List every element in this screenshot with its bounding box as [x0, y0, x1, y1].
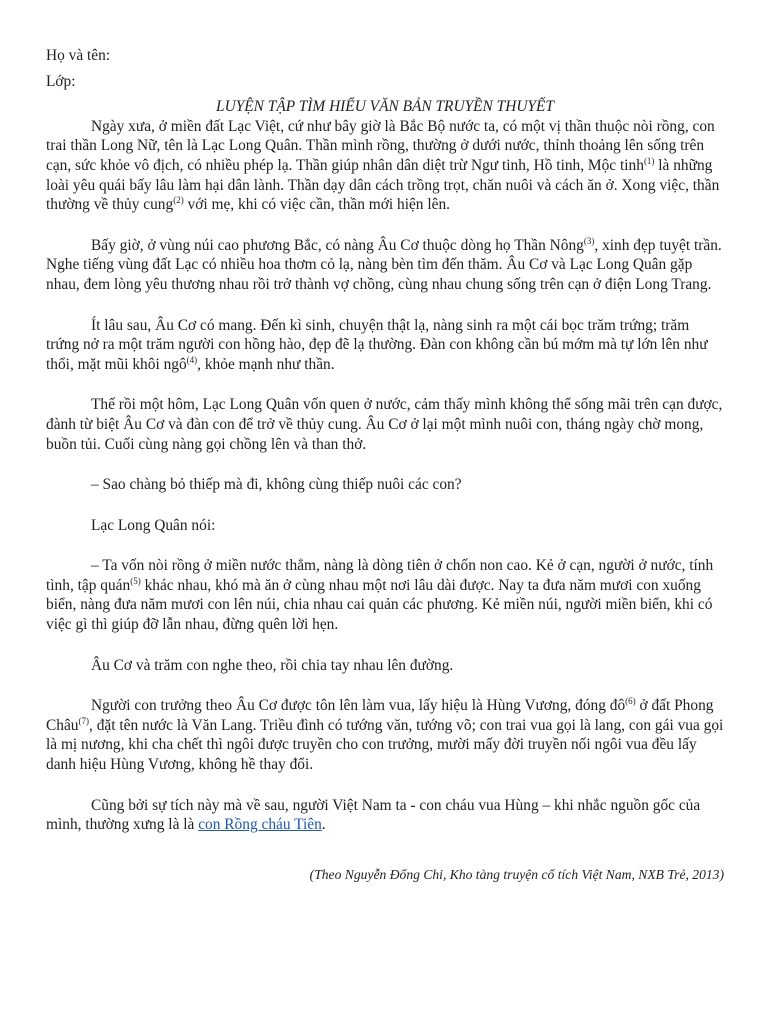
footnote-ref-3: (3) [583, 235, 595, 246]
document-title: LUYỆN TẬP TÌM HIỂU VĂN BẢN TRUYỀN THUYẾT [216, 98, 554, 116]
paragraph-5-dialogue: – Sao chàng bỏ thiếp mà đi, không cùng thiếp nuôi các con? [91, 476, 462, 494]
paragraph-10-text-b: . [321, 816, 326, 834]
paragraph-3-text-b: , khỏe mạnh như thần. [197, 355, 335, 373]
footnote-ref-1: (1) [643, 155, 655, 166]
paragraph-10 [46, 796, 724, 835]
paragraph-3 [46, 316, 724, 375]
paragraph-1-text-b: là những loài yêu quái bấy lâu làm hại dân lành. Thần dạy dân cách trồng trọt, chăn nuôi và cách ăn ở. Xong việc, thần thường về thủy cung [46, 156, 720, 214]
paragraph-7-text-a: – Ta vốn nòi rồng ở miền nước thẳm, nàng là dòng tiên ở chốn non cao. Kẻ ở cạn, người ở nước, tính tình, tập quán [46, 557, 714, 594]
name-field-label: Họ và tên: [46, 47, 111, 64]
paragraph-8: Âu Cơ và trăm con nghe theo, rồi chia tay nhau lên đường. [91, 656, 454, 674]
footnote-ref-4: (4) [186, 354, 198, 365]
paragraph-1 [46, 117, 724, 215]
class-field-label: Lớp: [46, 72, 76, 90]
paragraph-10-text-a: Cũng bởi sự tích này mà về sau, người Việt Nam ta - con cháu vua Hùng – khi nhắc nguồn gốc của mình, thường xưng là là [46, 796, 701, 834]
footnote-ref-7: (7) [78, 715, 89, 726]
con-rong-chau-tien-link[interactable]: con Rồng cháu Tiên [198, 816, 322, 834]
paragraph-2 [46, 236, 724, 295]
footnote-ref-6: (6) [625, 696, 636, 707]
paragraph-4: Thế rồi một hôm, Lạc Long Quân vốn quen ở nước, cảm thấy mình không thể sống mãi trên cạn được, đành từ biệt Âu Cơ và đàn con để trở về thủy cung. Âu Cơ ở lại một mình nuôi con, tháng ngày chờ mong, buồn tủi. Cuối cùng nàng gọi chồng lên và than thở. [46, 396, 723, 453]
footnote-ref-2: (2) [173, 195, 184, 206]
paragraph-2-text-a: Bấy giờ, ở vùng núi cao phương Bắc, có nàng Âu Cơ thuộc dòng họ Thần Nông [91, 236, 584, 254]
source-citation: (Theo Nguyễn Đổng Chi, Kho tàng truyện cổ tích Việt Nam, NXB Trẻ, 2013) [309, 866, 724, 882]
paragraph-2-text-b: , xinh đẹp tuyệt trần. Nghe tiếng vùng đất Lạc có nhiều hoa thơm cỏ lạ, nàng bèn tìm đến thăm. Âu Cơ và Lạc Long Quân gặp nhau, đem lòng yêu thương nhau rồi trở thành vợ chồng, cùng nhau chung sống trên cạn ở điện Long Trang. [46, 236, 722, 293]
paragraph-3-text-a: Ít lâu sau, Âu Cơ có mang. Đến kì sinh, chuyện thật lạ, nàng sinh ra một cái bọc trăm trứng; trăm trứng nở ra một trăm người con hồng hào, đẹp đẽ lạ thường. Đàn con không cần bú mớm mà tự lớn lên như thổi, mặt mũi khôi ngô [46, 316, 708, 373]
paragraph-7-dialogue [46, 556, 724, 634]
paragraph-9-text-c: , đặt tên nước là Văn Lang. Triều đình có tướng văn, tướng võ; con trai vua gọi là lang, con gái vua gọi là mị nương, khi cha chết thì ngôi được truyền cho con trưởng, mười mấy đời truyền nối ngôi vua đều lấy danh hiệu Hùng Vương, không hề thay đổi. [46, 716, 724, 774]
document-page [46, 46, 724, 884]
paragraph-9-text-a: Người con trưởng theo Âu Cơ được tôn lên làm vua, lấy hiệu là Hùng Vương, đóng đô [91, 697, 626, 715]
paragraph-9-text-b: ở đất Phong Châu [46, 697, 714, 734]
footnote-ref-5: (5) [130, 575, 141, 586]
paragraph-6: Lạc Long Quân nói: [91, 516, 216, 534]
paragraph-9 [46, 696, 724, 774]
paragraph-1-text-c: với mẹ, khi có việc cần, thần mới hiện lên. [183, 196, 451, 214]
paragraph-1-text-a: Ngày xưa, ở miền đất Lạc Việt, cứ như bây giờ là Bắc Bộ nước ta, có một vị thần thuộc nòi rồng, con trai thần Long Nữ, tên là Lạc Long Quân. Thần mình rồng, thường ở dưới nước, thỉnh thoảng lên sống trên cạn, sức khỏe vô địch, có nhiều phép lạ. Thần giúp nhân dân diệt trừ Ngư tinh, Hồ tinh, Mộc tinh [46, 117, 715, 174]
paragraph-7-text-b: khác nhau, khó mà ăn ở cùng nhau một nơi lâu dài được. Nay ta đưa năm mươi con xuống biển, nàng đưa năm mươi con lên núi, chia nhau cai quản các phương. Kẻ miền núi, người miền biển, khi có việc gì thì giúp đỡ lẫn nhau, đừng quên lời hẹn. [46, 576, 713, 634]
